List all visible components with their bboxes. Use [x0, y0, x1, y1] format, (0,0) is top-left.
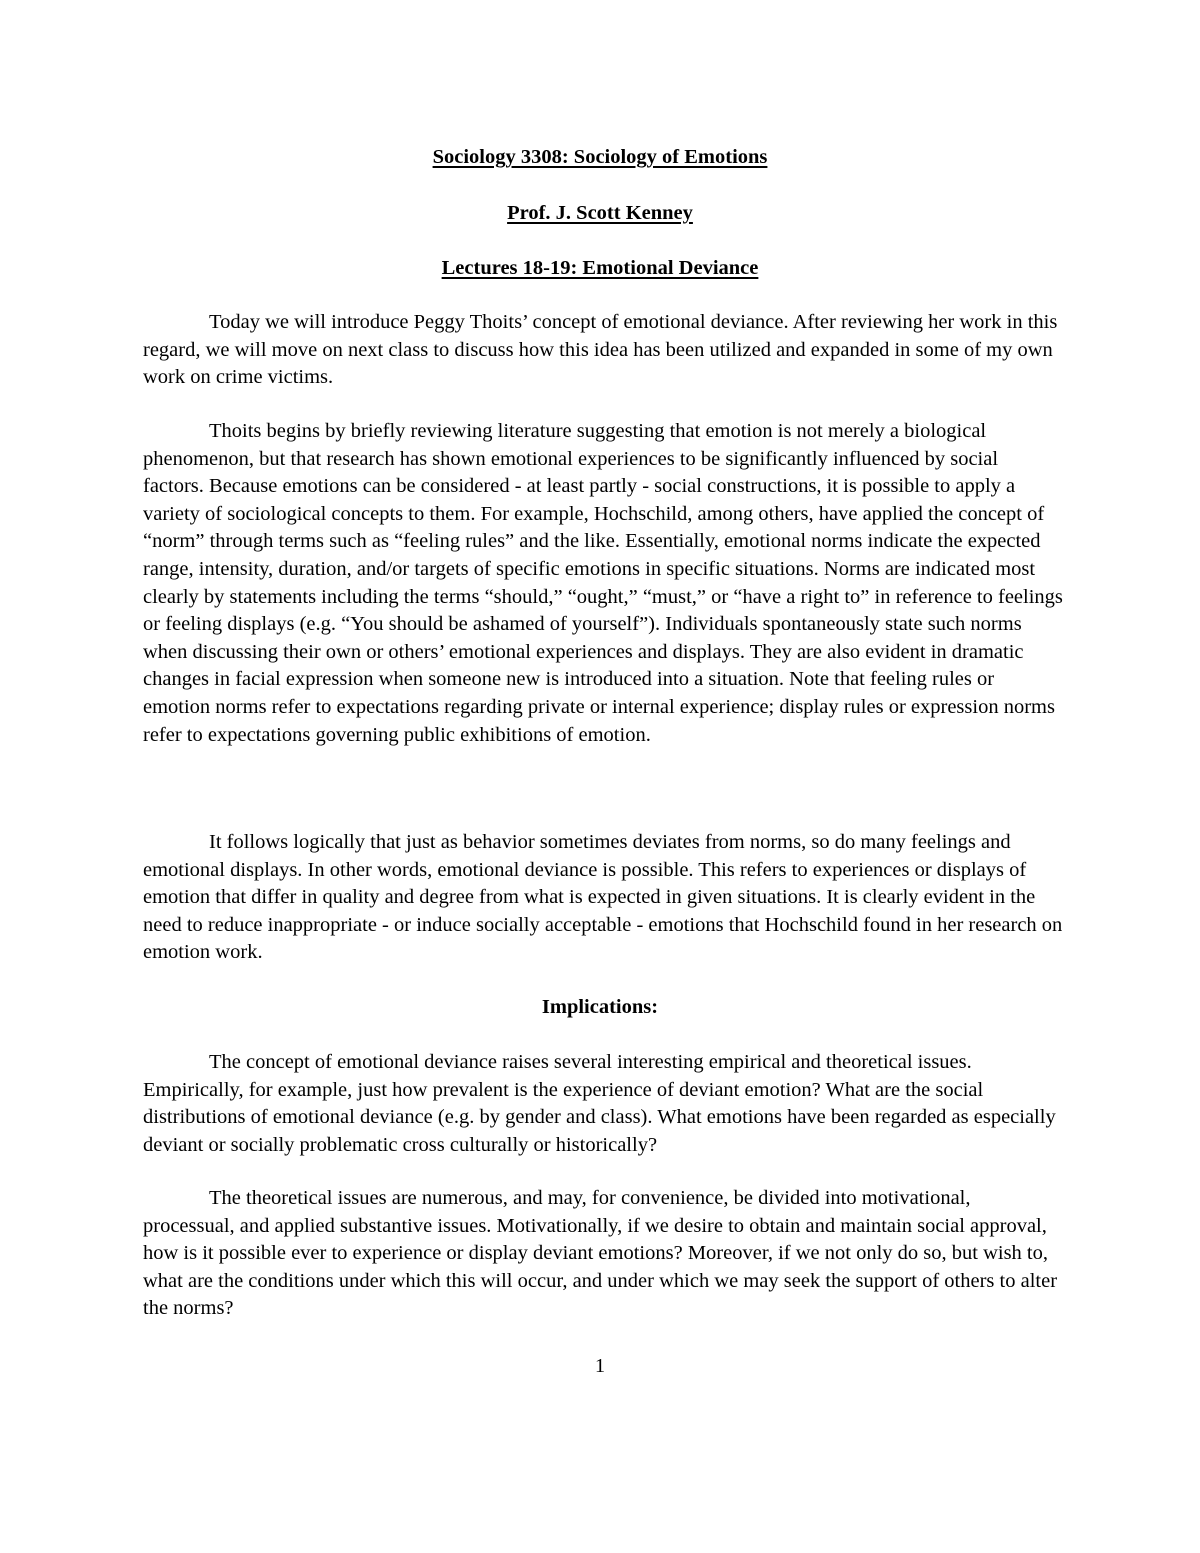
lecture-title: Lectures 18-19: Emotional Deviance: [441, 257, 759, 279]
paragraph-emotional-deviance: It follows logically that just as behavior sometimes deviates from norms, so do many feelings and emotional displays. In other words, emotional deviance is possible. This refers to experiences or displays of emotion that differ in quality and degree from what is expected in given situations. It is clearly evident in the need to reduce inappropriate - or induce socially acceptable - emotions that Hochschild found in her research on emotion work.: [143, 831, 1063, 964]
paragraph-theoretical-issues: The theoretical issues are numerous, and may, for convenience, be divided into motivational, processual, and applied substantive issues. Motivationally, if we desire to obtain and maintain social approval, how is it possible ever to experience or display deviant emotions? Moreover, if we not only do so, but wish to, what are the conditions under which this will occur, and under which we may seek the support of others to alter the norms?: [143, 1187, 1058, 1320]
professor-name: Prof. J. Scott Kenney: [507, 202, 693, 224]
paragraph-intro: Today we will introduce Peggy Thoits’ concept of emotional deviance. After reviewing her work in this regard, we will move on next class to discuss how this idea has been utilized and expanded in some of my own work on crime victims.: [143, 311, 1058, 389]
paragraph-empirical-issues: The concept of emotional deviance raises several interesting empirical and theoretical issues. Empirically, for example, just how prevalent is the experience of deviant emotion? What are the social distributions of emotional deviance (e.g. by gender and class). What emotions have been regarded as especially deviant or socially problematic cross culturally or historically?: [143, 1051, 1056, 1156]
course-title: Sociology 3308: Sociology of Emotions: [432, 146, 768, 168]
section-heading-implications: Implications:: [541, 996, 659, 1018]
paragraph-thoits-review: Thoits begins by briefly reviewing literature suggesting that emotion is not merely a biological phenomenon, but that research has shown emotional experiences to be significantly influenced by social factors. Because emotions can be considered - at least partly - social constructions, it is possible to apply a variety of sociological concepts to them. For example, Hochschild, among others, have applied the concept of “norm” through terms such as “feeling rules” and the like. Essentially, emotional norms indicate the expected range, intensity, duration, and/or targets of specific emotions in specific situations. Norms are indicated most clearly by statements including the terms “should,” “ought,” “must,” or “have a right to” in reference to feelings or feeling displays (e.g. “You should be ashamed of yourself”). Individuals spontaneously state such norms when discussing their own or others’ emotional experiences and displays. They are also evident in dramatic changes in facial expression when someone new is introduced into a situation. Note that feeling rules or emotion norms refer to expectations regarding private or internal experience; display rules or expression norms refer to expectations governing public exhibitions of emotion.: [143, 420, 1063, 746]
page-number: 1: [594, 1355, 606, 1377]
